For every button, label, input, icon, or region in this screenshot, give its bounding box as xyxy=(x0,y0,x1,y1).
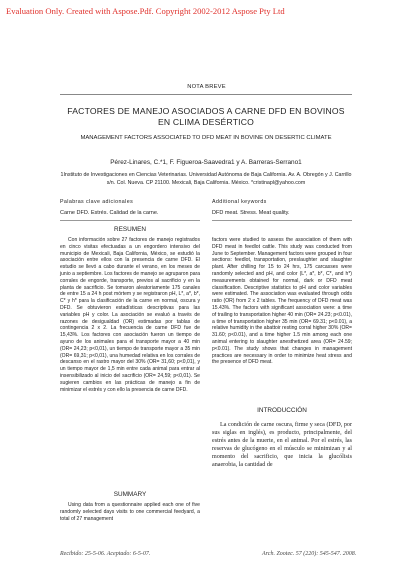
resumen-text: Con información sobre 27 factores de manejo registrados en cinco visitas efectuadas a un engordero intensivo del municipio de Mexicali, Baja California, México, se estudió la asociación entre ellos con la presencia de carne DFD. El estudio se llevó a cabo durante el verano, en los meses de junio a septiembre. Los factores de manejo se agruparon para corrales de engorde, transporte, previos al sacrificio y en la planta de sacrificio. Se tomaron aleatoriamente 175 canales de entre 15 a 24 h post mórtem y se registraron pH, L*, a*, b*, C* y h* para la clasificación de la carne en normal, oscura y DFD. Se obtuvieron estadísticas descriptivas para las variables pH y color. La asociación se evaluó a través de razones de desigualdad (OR) estimadas por tablas de contingencia 2 x 2. La frecuencia de carne DFD fue de 15,43%. Los factores con asociación fueron un tiempo de ayuno de los animales para el transporte mayor a 40 min (OR= 24,23; p<0,01), un tiempo de transporte mayor a 35 min (OR= 69,31; p<0,01), una humedad relativa en los corrales de descanso en el rastro mayor del 30% (OR= 31,60; p<0,01), y un tiempo mayor de 1,5 min entre cada animal para entrar al insensibilizado al inicio del sacrificio (OR= 24,59; p<0,01). Se sugieren cambios en las prácticas de manejo a fin de minimizar el estrés y con ello la presencia de carne DFD. xyxy=(60,237,200,393)
keywords-es-text: Carne DFD. Estrés. Calidad de la carne. xyxy=(60,210,159,216)
keywords-es-heading: Palabras clave adicionales xyxy=(60,199,134,205)
summary-heading: SUMMARY xyxy=(113,491,147,498)
keywords-rule-right xyxy=(212,220,352,221)
introduction-heading: INTRODUCCIÓN xyxy=(257,407,307,414)
header-rule xyxy=(60,94,352,95)
evaluation-watermark: Evaluation Only. Created with Aspose.Pdf. Copyright 2002-2012 Aspose Pty Ltd xyxy=(6,6,285,16)
keywords-en-heading: Additional keywords xyxy=(212,199,267,205)
introduction-text: La condición de carne oscura, firme y seca (DFD, por sus siglas en inglés), es producto, principalmente, del estrés antes de la muerte, en el animal. Por el estrés, las reservas de glucógeno en el músculo se minimizan y al momento del sacrificio, que inicia la glucólisis anaerobia, la cantidad de xyxy=(212,422,352,468)
article-type-label: NOTA BREVE xyxy=(187,84,226,90)
resumen-column xyxy=(60,237,200,393)
summary-text-start: Using data from a questionnaire applied each one of five randomly selected days visits to one commercial feedyard, a total of 27 management xyxy=(60,502,200,522)
article-title: FACTORES DE MANEJO ASOCIADOS A CARNE DFD EN BOVINOS EN CLIMA DESÉRTICO xyxy=(67,106,345,127)
keywords-rule-left xyxy=(60,220,200,221)
received-dates: Recibido: 25-5-06. Aceptado: 6-5-07. xyxy=(60,551,151,557)
authors-line: Pérez-Linares, C.*1, F. Figueroa-Saavedra1 y A. Barreras-Serrano1 xyxy=(110,159,302,166)
article-title-english: MANAGEMENT FACTORS ASSOCIATED TO DFD MEAT IN BOVINE ON DESERTIC CLIMATE xyxy=(80,135,332,141)
summary-left-column xyxy=(60,502,200,522)
resumen-heading: RESUMEN xyxy=(114,226,146,233)
journal-citation: Arch. Zootec. 57 (220): 545-547. 2008. xyxy=(262,551,357,557)
affiliation: 1Instituto de Investigaciones en Ciencias Veterinarias. Universidad Autónoma de Baja California. Av. A. Obregón y J. Carrillo s/n. Col. Nueva. CP 21100. Mexicali, Baja California. México. *cristinapl@yahoo.com xyxy=(60,172,352,186)
summary-text-continued: factors were studied to assess the association of them with DFD meat in feedlot cattle. This study was conducted from June to September. Management factors were grouped in four sections: feedlot, transportation, preslaughter and slaughter plant. After chilling for 15 to 24 hrs, 175 carcasses were randomly selected and pH, and color (L*, a*, b*, C*, and h*) measurements obtained for normal, dark or DFD meat classification. Descriptive statistics to pH and color variables were estimated. The association was evaluated through odds ratio (OR) from 2 x 2 tables. The frequency of DFD meat was 15.43%. The factors with significant association were: a time of trailing to transportation higher 40 min (OR= 24.23; p<0.01), a time of transportation higher 35 min (OR= 69.31; p<0.01), a relative humidity in the abattoir resting corral higher 30% (OR= 31.60; p<0.01), and a time higher 1.5 min among each one animal entering to slaughter anesthetized area (OR= 24.59; p<0.01). The study shows that changes in management practices are necessary in order to minimize heat stress and the presence of DFD meat. xyxy=(212,237,352,366)
summary-right-column xyxy=(212,237,352,366)
keywords-en-text: DFD meat. Stress. Meat quality. xyxy=(212,210,290,216)
